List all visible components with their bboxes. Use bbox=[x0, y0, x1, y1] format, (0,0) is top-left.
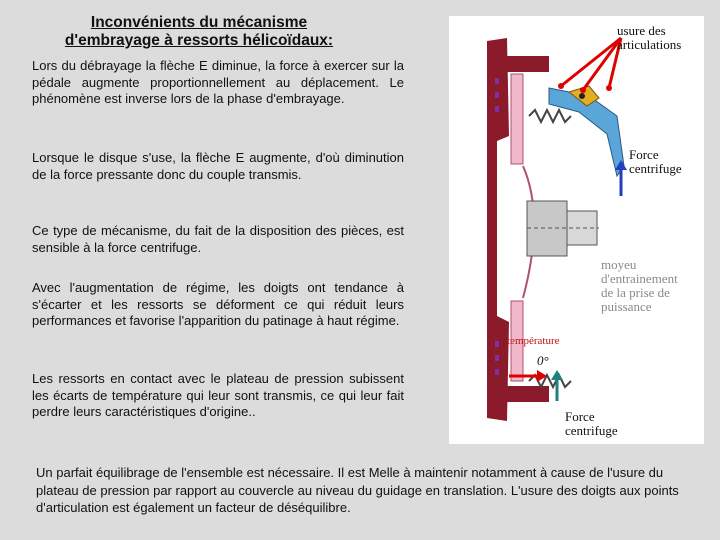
hub bbox=[527, 201, 567, 256]
title-line-1: Inconvénients du mécanisme bbox=[90, 14, 308, 31]
label-force-top: Force centrifuge bbox=[629, 147, 682, 176]
label-usure: usure des articulations bbox=[617, 23, 682, 52]
bottom-conclusion: Un parfait équilibrage de l'ensemble est nécessaire. Il est Melle à maintenir notamment à cause de l'usure du plateau de pression par rapport au couvercle au niveau du guidage en translation. L'usure des doigts aux points d'articulation est également un facteur de déséquilibre. bbox=[36, 465, 679, 515]
cover-top-plate bbox=[504, 56, 549, 72]
label-force-bottom: Force centrifuge bbox=[565, 409, 618, 438]
pivot-pin bbox=[579, 93, 585, 99]
label-temperature: température bbox=[507, 335, 560, 347]
slide-title bbox=[34, 14, 364, 50]
paragraph-regime: Avec l'augmentation de régime, les doigts ont tendance à s'écarter et les ressorts se déforment ce qui réduit leurs performances et favorise l'apparition du patinage à haut régime. bbox=[32, 280, 404, 328]
usure-arrows bbox=[561, 38, 621, 90]
paragraph-temperature: Les ressorts en contact avec le plateau de pression subissent les écarts de température qui leur sont transmis, ce qui leur fait perdre leurs caractéristiques d'origine.. bbox=[32, 371, 404, 419]
label-degree: 0° bbox=[537, 353, 549, 368]
spring-top bbox=[529, 110, 571, 122]
friction-disc-top bbox=[511, 74, 523, 164]
clutch-diagram bbox=[449, 16, 704, 444]
paragraph-debrayage: Lors du débrayage la flèche E diminue, la force à exercer sur la pédale augmente proportionnellement au déplacement. Le phénomène est inverse lors de la phase d'embrayage. bbox=[32, 58, 404, 106]
paragraph-force-centrifuge: Ce type de mécanisme, du fait de la disposition des pièces, est sensible à la force centrifuge. bbox=[32, 223, 404, 255]
paragraph-usure-disque: Lorsque le disque s'use, la flèche E augmente, d'où diminution de la force pressante donc du couple transmis. bbox=[32, 150, 404, 182]
title-line-2: d'embrayage à ressorts hélicoïdaux: bbox=[64, 32, 334, 49]
label-moyeu: moyeu d'entrainement de la prise de puissance bbox=[601, 257, 678, 314]
clutch-drawing bbox=[449, 16, 704, 444]
cover-bottom-plate bbox=[504, 386, 549, 402]
